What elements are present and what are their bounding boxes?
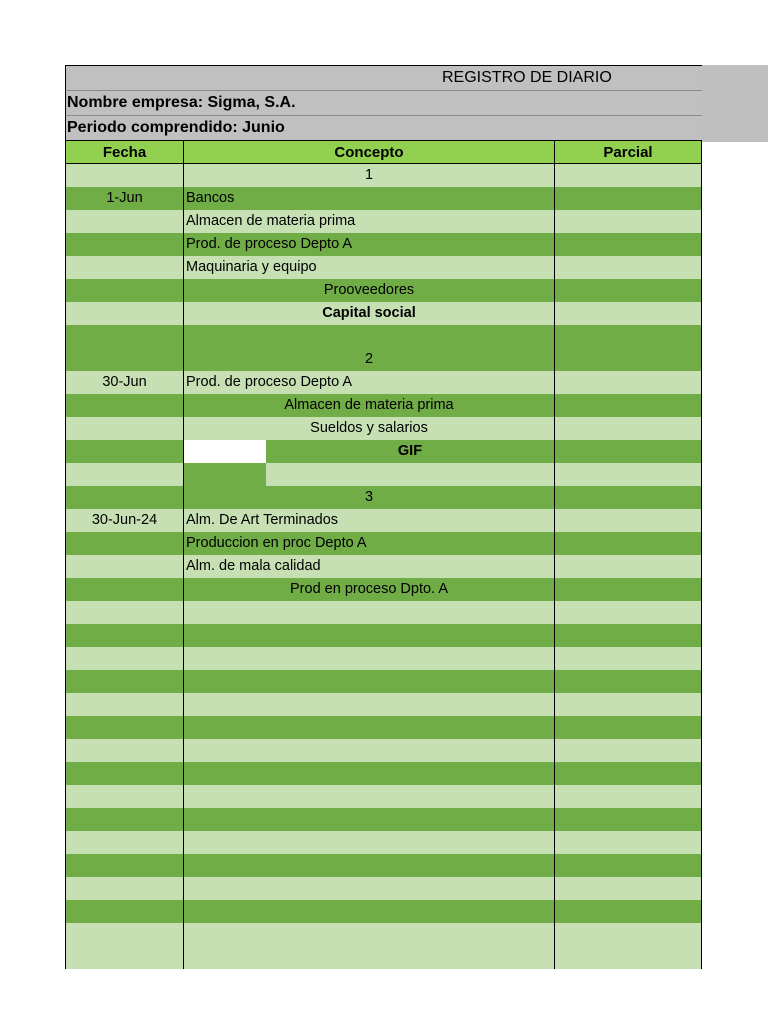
debit-account[interactable]: Produccion en proc Depto A [183, 532, 554, 555]
table-row [65, 693, 702, 716]
cell-parcial[interactable] [554, 417, 702, 440]
cell-parcial[interactable] [554, 831, 702, 854]
table-row [65, 923, 702, 946]
cell-parcial[interactable] [554, 946, 702, 969]
entry-number[interactable]: 3 [183, 486, 554, 509]
cell-parcial[interactable] [554, 187, 702, 210]
journal-sheet [65, 65, 702, 969]
table-row [65, 877, 702, 900]
cell-concepto[interactable] [183, 693, 554, 716]
entry-date[interactable]: 1-Jun [65, 187, 183, 210]
credit-account-label: GIF [397, 443, 423, 459]
table-row [65, 854, 702, 877]
cell-concepto[interactable] [183, 624, 554, 647]
cell-parcial[interactable] [554, 371, 702, 394]
cell-parcial[interactable] [554, 532, 702, 555]
credit-account[interactable]: Prooveedores [183, 279, 554, 302]
cell-concepto[interactable] [183, 854, 554, 877]
cell-concepto[interactable] [183, 831, 554, 854]
debit-account[interactable]: Prod. de proceso Depto A [183, 371, 554, 394]
table-row [65, 394, 702, 417]
cell-fecha[interactable] [65, 256, 183, 279]
cell-fecha[interactable] [65, 624, 183, 647]
cell-fecha[interactable] [65, 210, 183, 233]
cell-concepto[interactable] [183, 762, 554, 785]
cell-parcial[interactable] [554, 210, 702, 233]
cell-fecha[interactable] [65, 831, 183, 854]
cell-parcial[interactable] [554, 854, 702, 877]
cell-parcial[interactable] [554, 647, 702, 670]
credit-account[interactable]: Prod en proceso Dpto. A [183, 578, 554, 601]
cell-parcial[interactable] [554, 509, 702, 532]
cell-parcial[interactable] [554, 785, 702, 808]
cell-parcial[interactable] [554, 302, 702, 325]
cell-fecha[interactable] [65, 164, 183, 187]
cell-fecha[interactable] [65, 555, 183, 578]
cell-fecha[interactable] [65, 325, 183, 371]
table-row [65, 716, 702, 739]
table-row [65, 647, 702, 670]
table-row [65, 164, 702, 187]
table-row [65, 624, 702, 647]
cell-fecha[interactable] [65, 417, 183, 440]
column-header-row [65, 140, 702, 164]
table-row [65, 325, 702, 371]
debit-account[interactable]: Bancos [183, 187, 554, 210]
cell-parcial[interactable] [554, 256, 702, 279]
cell-parcial[interactable] [554, 808, 702, 831]
cell-concepto[interactable] [183, 647, 554, 670]
table-row [65, 440, 702, 463]
debit-account[interactable]: Alm. De Art Terminados [183, 509, 554, 532]
cell-fecha[interactable] [65, 302, 183, 325]
cell-fecha[interactable] [65, 578, 183, 601]
cell-fecha[interactable] [65, 946, 183, 969]
table-row [65, 486, 702, 509]
table-row [65, 946, 702, 969]
cell-fecha[interactable] [65, 739, 183, 762]
table-row [65, 578, 702, 601]
table-row [65, 509, 702, 532]
table-row [65, 233, 702, 256]
cell-concepto[interactable] [183, 601, 554, 624]
table-row [65, 762, 702, 785]
cell-parcial[interactable] [554, 762, 702, 785]
table-row [65, 417, 702, 440]
cell-parcial[interactable] [554, 900, 702, 923]
cell-parcial[interactable] [554, 279, 702, 302]
cell-fecha[interactable] [65, 762, 183, 785]
cell-fecha[interactable] [65, 647, 183, 670]
cell-parcial[interactable] [554, 233, 702, 256]
cell-parcial[interactable] [554, 440, 702, 463]
cell-parcial[interactable] [554, 555, 702, 578]
filled-cell [184, 463, 266, 486]
entry-date[interactable]: 30-Jun [65, 371, 183, 394]
column-header-parcial[interactable]: Parcial [554, 141, 702, 164]
debit-account[interactable]: Maquinaria y equipo [183, 256, 554, 279]
cell-fecha[interactable] [65, 532, 183, 555]
cell-parcial[interactable] [554, 578, 702, 601]
table-row [65, 900, 702, 923]
cell-fecha[interactable] [65, 716, 183, 739]
cell-fecha[interactable] [65, 601, 183, 624]
cell-fecha[interactable] [65, 693, 183, 716]
table-row [65, 555, 702, 578]
cell-parcial[interactable] [554, 693, 702, 716]
credit-account-gif[interactable] [183, 440, 554, 463]
cell-parcial[interactable] [554, 670, 702, 693]
cell-fecha[interactable] [65, 463, 183, 486]
cell-parcial[interactable] [554, 325, 702, 371]
cell-concepto[interactable] [183, 739, 554, 762]
debit-account[interactable]: Alm. de mala calidad [183, 555, 554, 578]
cell-fecha[interactable] [65, 279, 183, 302]
table-row [65, 371, 702, 394]
cell-fecha[interactable] [65, 486, 183, 509]
cell-parcial[interactable] [554, 486, 702, 509]
table-row [65, 831, 702, 854]
table-row [65, 302, 702, 325]
company-name: Nombre empresa: Sigma, S.A. [65, 90, 702, 115]
cell-concepto[interactable] [183, 900, 554, 923]
journal-title: REGISTRO DE DIARIO [65, 65, 702, 90]
cell-fecha[interactable] [65, 900, 183, 923]
column-header-concepto[interactable]: Concepto [183, 141, 554, 164]
cell-concepto[interactable] [183, 946, 554, 969]
table-row [65, 187, 702, 210]
table-row [65, 785, 702, 808]
credit-account[interactable]: Almacen de materia prima [183, 394, 554, 417]
cell-fecha[interactable] [65, 808, 183, 831]
cell-concepto[interactable] [183, 808, 554, 831]
period-label: Periodo comprendido: Junio [65, 115, 702, 140]
table-row [65, 532, 702, 555]
cell-parcial[interactable] [554, 394, 702, 417]
table-row [65, 463, 702, 486]
column-header-fecha[interactable]: Fecha [65, 141, 183, 164]
cell-parcial[interactable] [554, 164, 702, 187]
cell-concepto[interactable] [183, 877, 554, 900]
cell-parcial[interactable] [554, 463, 702, 486]
cell-fecha[interactable] [65, 670, 183, 693]
cell-parcial[interactable] [554, 716, 702, 739]
sheet-gray-margin [702, 65, 768, 142]
cell-fecha[interactable] [65, 394, 183, 417]
cell-concepto[interactable] [183, 670, 554, 693]
credit-account[interactable]: Sueldos y salarios [183, 417, 554, 440]
cell-concepto[interactable] [183, 785, 554, 808]
credit-account[interactable]: Capital social [183, 302, 554, 325]
cell-fecha[interactable] [65, 440, 183, 463]
entry-date[interactable]: 30-Jun-24 [65, 509, 183, 532]
entry-number[interactable]: 1 [183, 164, 554, 187]
table-row [65, 739, 702, 762]
debit-account[interactable]: Almacen de materia prima [183, 210, 554, 233]
cell-fecha[interactable] [65, 877, 183, 900]
cell-parcial[interactable] [554, 877, 702, 900]
cell-fecha[interactable] [65, 785, 183, 808]
cell-fecha[interactable] [65, 923, 183, 946]
cell-fecha[interactable] [65, 233, 183, 256]
cell-parcial[interactable] [554, 601, 702, 624]
table-row [65, 601, 702, 624]
cell-parcial[interactable] [554, 739, 702, 762]
debit-account[interactable]: Prod. de proceso Depto A [183, 233, 554, 256]
cell-parcial[interactable] [554, 624, 702, 647]
table-row [65, 670, 702, 693]
table-row [65, 279, 702, 302]
table-row [65, 808, 702, 831]
cell-concepto[interactable] [183, 716, 554, 739]
table-row [65, 256, 702, 279]
table-row [65, 210, 702, 233]
cell-fecha[interactable] [65, 854, 183, 877]
blank-cell [184, 440, 266, 463]
entry-number[interactable]: 2 [183, 325, 554, 371]
cell-concepto[interactable] [183, 463, 554, 486]
cell-concepto[interactable] [183, 923, 554, 946]
cell-parcial[interactable] [554, 923, 702, 946]
